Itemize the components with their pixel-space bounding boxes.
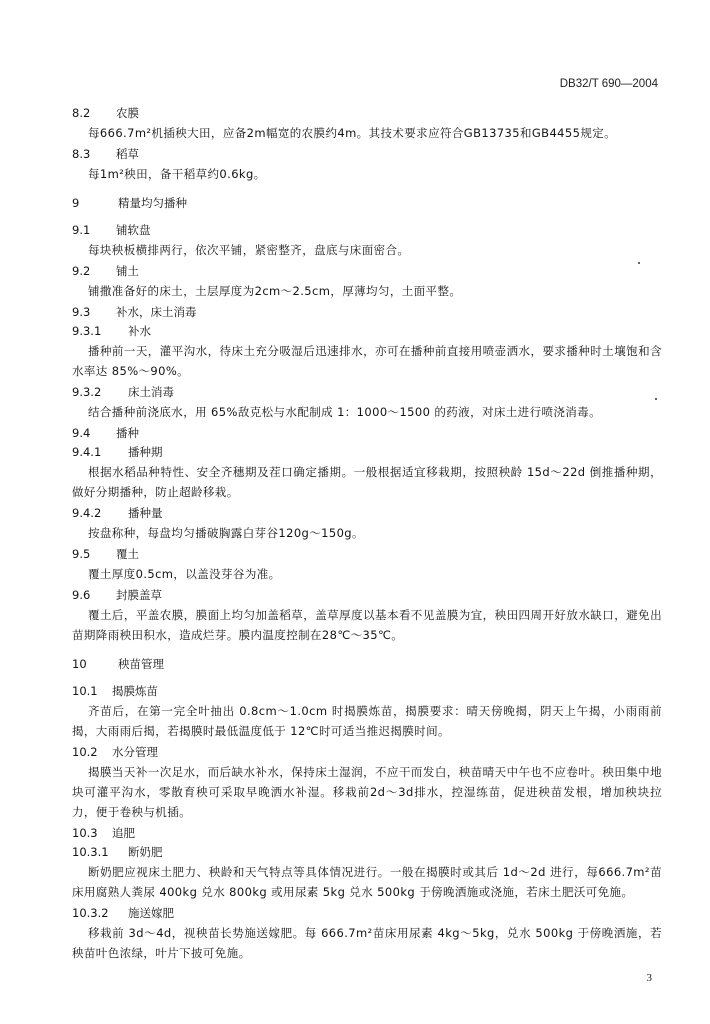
section-number: 10.3 <box>72 826 98 840</box>
document-body <box>72 104 662 963</box>
section-number: 10.3.2 <box>72 906 109 920</box>
subsection-heading <box>72 843 662 862</box>
section-heading <box>72 586 662 605</box>
section-number: 9.2 <box>72 264 91 278</box>
section-heading <box>72 743 662 762</box>
paragraph: 移栽前 3d～4d，视秧苗长势施送嫁肥。每 666.7m²苗床用尿素 4kg～5kg，兑水 500kg 于傍晚洒施，若秧苗叶色浓绿，叶片下披可免施。 <box>72 926 662 960</box>
section-number: 9.4 <box>72 426 91 440</box>
section-title: 断奶肥 <box>128 845 163 859</box>
page-number: 3 <box>646 972 652 984</box>
subsection-heading <box>72 443 662 462</box>
paragraph: 播种前一天，灌平沟水，待床土充分吸湿后迅速排水，亦可在播种前直接用喷壶洒水，要求播种时土壤饱和含水率达 85%～90%。 <box>72 344 662 378</box>
paragraph: 每666.7m²机插秧大田，应备2m幅宽的农膜约4m。其技术要求应符合GB13735和GB4455规定。 <box>88 126 617 140</box>
paragraph: 每1m²秧田，备干稻草约0.6kg。 <box>88 167 266 181</box>
section-number: 9.3 <box>72 305 91 319</box>
paragraph: 断奶肥应视床土肥力、秧龄和天气特点等具体情况进行。一般在揭膜时或其后 1d～2d 进行，每666.7m²苗床用腐熟人粪尿 400kg 兑水 800kg 或用尿素 5kg 兑水 500kg 于傍晚洒施或浇施，若床土肥沃可免施。 <box>72 865 662 899</box>
section-title: 播种 <box>116 426 139 440</box>
section-heading <box>72 424 662 443</box>
section-title: 封膜盖草 <box>116 588 162 602</box>
subsection-heading <box>72 322 662 341</box>
section-title: 农膜 <box>116 106 139 120</box>
paragraph: 每块秧板横排两行，依次平铺，紧密整齐，盘底与床面密合。 <box>88 243 410 257</box>
section-number: 9.1 <box>72 223 91 237</box>
section-title: 水分管理 <box>112 745 158 759</box>
section-heading <box>72 303 662 322</box>
subsection-heading <box>72 383 662 402</box>
subsection-heading <box>72 904 662 923</box>
section-title: 补水 <box>128 324 151 338</box>
section-heading <box>72 262 662 281</box>
paragraph: 铺撒准备好的床土，土层厚度为2cm～2.5cm，厚薄均匀，土面平整。 <box>88 284 462 298</box>
chapter-title: 精量均匀播种 <box>118 196 187 210</box>
section-title: 稻草 <box>116 147 139 161</box>
section-title: 铺软盘 <box>116 223 151 237</box>
section-title: 铺土 <box>116 264 139 278</box>
section-title: 施送嫁肥 <box>128 906 174 920</box>
paragraph: 按盘称种，每盘均匀播破胸露白芽谷120g～150g。 <box>88 526 364 540</box>
paragraph: 结合播种前浇底水，用 65%敌克松与水配制成 1：1000～1500 的药液，对床土进行喷浇消毒。 <box>88 405 601 419</box>
chapter-number: 10 <box>72 657 87 671</box>
section-title: 播种量 <box>128 506 163 520</box>
scan-speck <box>655 398 657 400</box>
section-number: 10.2 <box>72 745 98 759</box>
section-title: 床土消毒 <box>128 385 174 399</box>
paragraph: 揭膜当天补一次足水，而后缺水补水，保持床土湿润，不应干而发白，秧苗晴天中午也不应卷叶。秧田集中地块可灌平沟水，零散育秧可采取早晚洒水补湿。移栽前2d～3d排水，控湿练苗，促进秧苗发根，增加秧块拉力，便于卷秧与机插。 <box>72 765 662 819</box>
section-number: 10.1 <box>72 684 98 698</box>
subsection-heading <box>72 504 662 523</box>
section-heading <box>72 145 662 164</box>
section-number: 8.3 <box>72 147 91 161</box>
section-heading <box>72 221 662 240</box>
section-heading <box>72 545 662 564</box>
paragraph: 齐苗后，在第一完全叶抽出 0.8cm～1.0cm 时揭膜炼苗，揭膜要求：晴天傍晚揭，阴天上午揭，小雨雨前揭，大雨雨后揭，若揭膜时最低温度低于 12℃时可适当推迟揭膜时间。 <box>72 704 662 738</box>
chapter-number: 9 <box>72 196 80 210</box>
paragraph: 覆土后，平盖农膜，膜面上均匀加盖稻草，盖草厚度以基本看不见盖膜为宜，秧田四周开好放水缺口，避免出苗期降雨秧田积水，造成烂芽。膜内温度控制在28℃～35℃。 <box>72 608 662 642</box>
section-number: 8.2 <box>72 106 91 120</box>
paragraph: 根据水稻品种特性、安全齐穗期及茬口确定播期。一般根据适宜移栽期，按照秧龄 15d～22d 倒推播种期，做好分期播种，防止超龄移栽。 <box>72 465 662 499</box>
section-title: 追肥 <box>112 826 135 840</box>
section-title: 播种期 <box>128 445 163 459</box>
section-number: 9.3.1 <box>72 324 102 338</box>
section-heading <box>72 104 662 123</box>
scan-speck <box>638 262 640 264</box>
chapter-heading <box>72 655 662 674</box>
section-title: 补水，床土消毒 <box>116 305 197 319</box>
paragraph: 覆土厚度0.5cm，以盖没芽谷为准。 <box>88 567 281 581</box>
section-number: 9.3.2 <box>72 385 102 399</box>
section-number: 9.6 <box>72 588 91 602</box>
section-number: 9.5 <box>72 547 91 561</box>
section-heading <box>72 682 662 701</box>
chapter-heading <box>72 194 662 213</box>
section-title: 覆土 <box>116 547 139 561</box>
chapter-title: 秧苗管理 <box>118 657 164 671</box>
section-heading <box>72 824 662 843</box>
section-title: 揭膜炼苗 <box>112 684 158 698</box>
section-number: 9.4.1 <box>72 445 102 459</box>
section-number: 10.3.1 <box>72 845 109 859</box>
section-number: 9.4.2 <box>72 506 102 520</box>
standard-code: DB32/T 690—2004 <box>559 78 658 90</box>
